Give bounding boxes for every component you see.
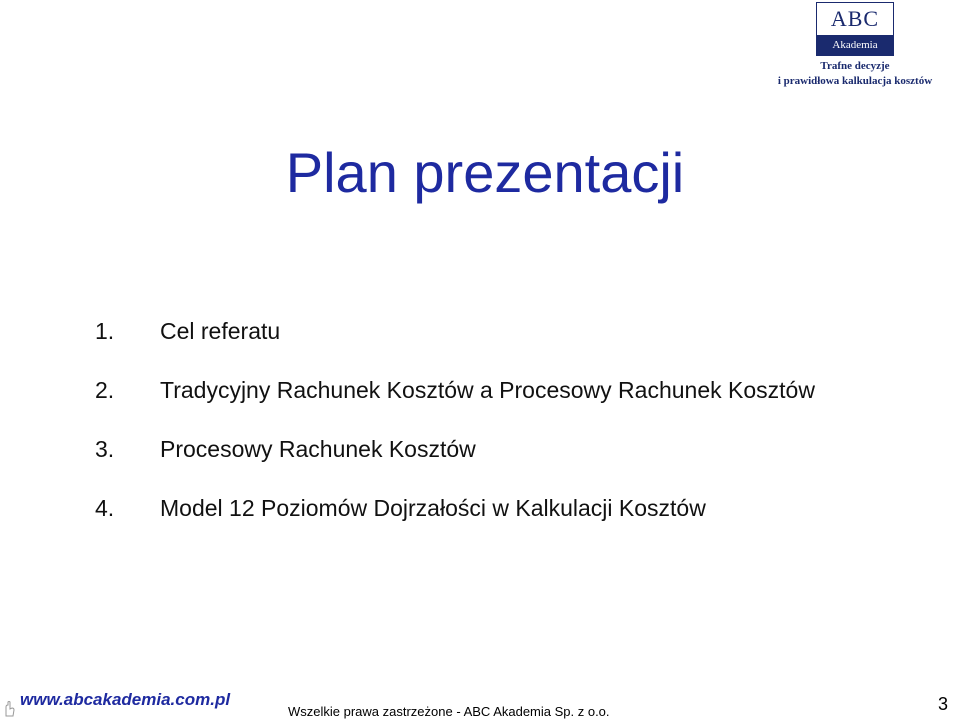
logo-tagline-line-2: i prawidłowa kalkulacja kosztów <box>777 75 933 87</box>
logo-band-text: Akademia <box>817 35 893 55</box>
agenda-item-text: Procesowy Rachunek Kosztów <box>160 436 476 462</box>
agenda-item-number: 2. <box>95 377 115 403</box>
agenda-item-text: Tradycyjny Rachunek Kosztów a Procesowy Rachunek Kosztów <box>160 377 815 403</box>
slide-title: Plan prezentacji <box>285 141 685 204</box>
agenda-item-text: Cel referatu <box>160 318 281 344</box>
page-number: 3 <box>937 694 948 714</box>
agenda-item-text: Model 12 Poziomów Dojrzałości w Kalkulacji Kosztów <box>160 495 706 521</box>
footer-website-link[interactable]: www.abcakademia.com.pl <box>20 690 231 709</box>
footer-copyright: Wszelkie prawa zastrzeżone - ABC Akademia Sp. z o.o. <box>288 704 610 719</box>
hand-pointer-icon <box>2 701 16 717</box>
logo-brand-text: ABC <box>830 6 880 31</box>
agenda-item-number: 4. <box>95 495 115 521</box>
agenda-item-number: 3. <box>95 436 115 462</box>
logo-tagline-line-1: Trafne decyzje <box>820 60 890 72</box>
company-logo <box>760 0 950 95</box>
agenda-item-number: 1. <box>95 318 115 344</box>
logo-box <box>816 2 894 56</box>
